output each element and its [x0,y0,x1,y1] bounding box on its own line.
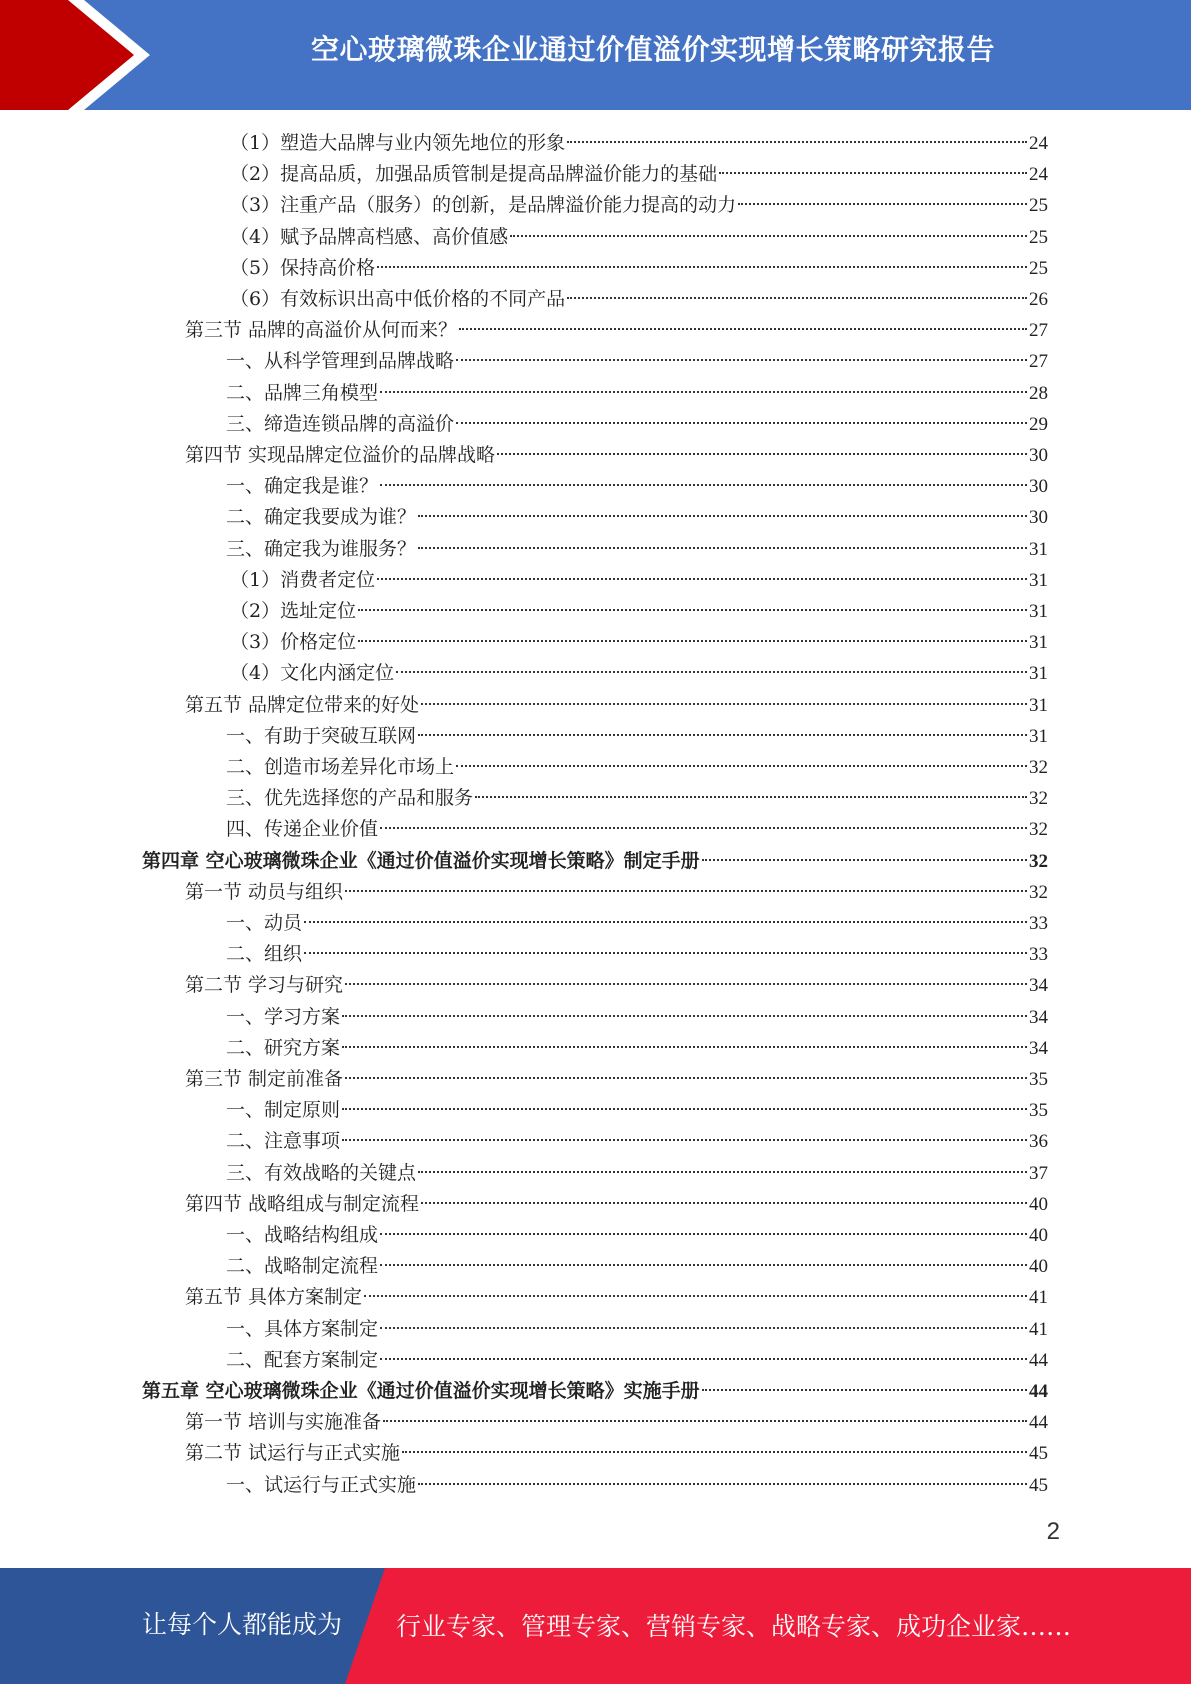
toc-entry[interactable] [226,1470,1048,1501]
toc-entry-title: 第一节 动员与组织 [185,880,344,903]
toc-entry-title: 第四章 空心玻璃微珠企业《通过价值溢价实现增长策略》制定手册 [142,849,700,872]
toc-entry-title: 一、有助于突破互联网 [226,724,417,747]
toc-dot-leader [456,764,1027,767]
toc-entry-title: 三、确定我为谁服务？ [226,537,417,560]
toc-dot-leader [702,858,1027,861]
toc-entry-page: 41 [1029,1318,1048,1340]
toc-entry[interactable] [185,690,1048,721]
toc-entry[interactable] [226,1033,1048,1064]
toc-entry-page: 30 [1029,476,1048,498]
page-footer [0,1568,1191,1684]
toc-entry[interactable] [226,1158,1048,1189]
toc-entry-title: 一、从科学管理到品牌战略 [226,350,455,373]
toc-entry-page: 35 [1029,1100,1048,1122]
toc-entry-title: 四、传递企业价值 [226,818,379,841]
toc-entry[interactable] [226,1095,1048,1126]
toc-entry[interactable] [185,877,1048,908]
toc-entry-title: 三、优先选择您的产品和服务 [226,787,474,810]
toc-entry-title: 一、具体方案制定 [226,1317,379,1340]
toc-entry-page: 25 [1029,195,1048,217]
toc-entry-title: 第四节 战略组成与制定流程 [185,1192,420,1215]
toc-entry-page: 31 [1029,663,1048,685]
toc-entry-page: 35 [1029,1069,1048,1090]
toc-entry[interactable] [230,128,1048,159]
toc-entry[interactable] [226,346,1048,377]
toc-dot-leader [456,421,1027,424]
toc-dot-leader [497,452,1027,455]
toc-entry-title: （2）提高品质，加强品质管制是提高品牌溢价能力的基础 [230,163,718,186]
toc-entry-page: 45 [1029,1474,1048,1496]
toc-entry[interactable] [226,409,1048,440]
toc-entry[interactable] [185,1064,1048,1095]
toc-dot-leader [456,358,1027,361]
toc-entry-title: 第一节 培训与实施准备 [185,1411,382,1434]
toc-entry-title: （1）塑造大品牌与业内领先地位的形象 [230,132,566,154]
toc-entry-title: 第五章 空心玻璃微珠企业《通过价值溢价实现增长策略》实施手册 [142,1380,700,1402]
toc-dot-leader [418,733,1027,736]
toc-dot-leader [380,826,1027,829]
toc-entry[interactable] [226,939,1048,970]
toc-entry-title: （2）选址定位 [230,600,357,622]
toc-entry[interactable] [230,222,1048,253]
toc-dot-leader [567,140,1027,143]
toc-dot-leader [364,1294,1027,1297]
toc-dot-leader [396,670,1027,673]
toc-dot-leader [418,1170,1027,1173]
toc-dot-leader [345,982,1027,985]
page-header [0,0,1191,110]
toc-entry[interactable] [226,502,1048,533]
footer-slogan-left: 让每个人都能成为 [142,1610,343,1639]
toc-entry[interactable] [226,534,1048,565]
toc-entry-page: 32 [1029,819,1048,841]
toc-entry-title: 第二节 试运行与正式实施 [185,1442,401,1465]
toc-dot-leader [380,483,1027,486]
toc-dot-leader [459,327,1027,330]
toc-dot-leader [418,514,1027,517]
toc-entry-page: 36 [1029,1131,1048,1153]
toc-entry[interactable] [230,658,1048,689]
toc-dot-leader [358,608,1027,611]
toc-entry-page: 34 [1029,1006,1048,1028]
toc-entry-title: 一、动员 [226,912,303,934]
toc-dot-leader [380,1232,1027,1235]
toc-entry-page: 24 [1029,164,1048,186]
toc-entry-page: 40 [1029,1193,1048,1215]
toc-entry-page: 45 [1029,1443,1048,1465]
toc-entry[interactable] [185,1282,1048,1313]
toc-chapter-entry[interactable] [142,846,1048,877]
toc-entry[interactable] [230,159,1048,190]
toc-entry-title: （6）有效标识出高中低价格的不同产品 [230,288,566,310]
toc-dot-leader [380,390,1027,393]
toc-chapter-entry[interactable] [142,1376,1048,1407]
toc-dot-leader [421,1201,1027,1204]
toc-dot-leader [383,1419,1027,1422]
toc-dot-leader [377,577,1027,580]
toc-entry[interactable] [226,378,1048,409]
toc-entry[interactable] [230,253,1048,284]
toc-entry-page: 40 [1029,1256,1048,1278]
toc-entry-page: 30 [1029,507,1048,529]
toc-dot-leader [418,546,1027,549]
toc-entry-title: （4）文化内涵定位 [230,662,395,685]
toc-dot-leader [510,234,1027,237]
toc-entry-title: 二、品牌三角模型 [226,381,379,404]
toc-entry[interactable] [185,1438,1048,1469]
toc-entry-page: 27 [1029,351,1048,373]
toc-entry-title: 一、制定原则 [226,1099,341,1122]
toc-dot-leader [358,639,1027,642]
toc-entry[interactable] [226,1126,1048,1157]
toc-entry-page: 25 [1029,226,1048,248]
toc-dot-leader [567,296,1027,299]
toc-dot-leader [304,920,1027,923]
toc-dot-leader [342,1138,1027,1141]
toc-entry-title: 二、创造市场差异化市场上 [226,756,455,778]
toc-entry[interactable] [226,1220,1048,1251]
toc-dot-leader [342,1014,1027,1017]
toc-entry-page: 31 [1029,569,1048,591]
toc-entry-title: 第五节 品牌定位带来的好处 [185,693,420,716]
toc-entry-page: 31 [1029,632,1048,654]
toc-entry-page: 33 [1029,913,1048,934]
toc-dot-leader [702,1388,1027,1391]
toc-dot-leader [342,1107,1027,1110]
toc-entry-title: （1）消费者定位 [230,568,376,591]
toc-entry[interactable] [226,1314,1048,1345]
toc-entry-title: 二、配套方案制定 [226,1348,379,1371]
toc-entry-page: 28 [1029,382,1048,404]
toc-dot-leader [380,1326,1027,1329]
toc-dot-leader [738,202,1027,205]
toc-entry-page: 32 [1029,757,1048,778]
toc-dot-leader [304,951,1027,954]
page-number: 2 [1046,1518,1060,1545]
toc-entry-title: 第四节 实现品牌定位溢价的品牌战略 [185,444,496,466]
toc-entry-page: 31 [1029,694,1048,716]
toc-entry-page: 26 [1029,289,1048,310]
toc-entry-title: 第三节 品牌的高溢价从何而来？ [185,319,458,342]
toc-entry[interactable] [226,471,1048,502]
toc-entry-title: 二、研究方案 [226,1036,341,1059]
toc-entry-page: 25 [1029,257,1048,279]
toc-entry-title: 二、组织 [226,943,303,966]
toc-dot-leader [380,1357,1027,1360]
toc-entry-page: 44 [1029,1349,1048,1371]
toc-entry-page: 31 [1029,538,1048,560]
toc-dot-leader [380,1263,1027,1266]
toc-dot-leader [475,795,1027,798]
toc-entry-page: 27 [1029,320,1048,342]
toc-entry-page: 37 [1029,1162,1048,1184]
toc-dot-leader [345,1076,1027,1079]
toc-entry-page: 32 [1029,881,1048,903]
toc-entry-title: 一、战略结构组成 [226,1224,379,1246]
toc-entry-title: 一、确定我是谁？ [226,475,379,498]
toc-entry[interactable] [226,814,1048,845]
toc-entry-page: 30 [1029,445,1048,466]
footer-slogan-right: 行业专家、管理专家、营销专家、战略专家、成功企业家…… [396,1612,1072,1641]
toc-dot-leader [377,265,1027,268]
toc-entry[interactable] [230,190,1048,221]
toc-entry-page: 32 [1029,788,1048,810]
toc-entry-title: 三、缔造连锁品牌的高溢价 [226,412,455,435]
toc-dot-leader [421,702,1027,705]
toc-entry-page: 29 [1029,413,1048,435]
header-red-arrow [0,0,140,110]
toc-dot-leader [719,171,1027,174]
toc-dot-leader [345,889,1027,892]
toc-entry-title: （3）价格定位 [230,631,357,654]
toc-entry-page: 44 [1029,1381,1048,1402]
toc-entry-page: 31 [1029,725,1048,747]
toc-entry[interactable] [185,440,1048,471]
toc-entry[interactable] [230,284,1048,315]
toc-entry-title: （4）赋予品牌高档感、高价值感 [230,225,509,248]
toc-entry-page: 24 [1029,133,1048,154]
toc-entry[interactable] [226,908,1048,939]
toc-entry[interactable] [226,1251,1048,1282]
toc-entry-title: 一、学习方案 [226,1005,341,1028]
toc-entry-page: 44 [1029,1412,1048,1434]
toc-entry[interactable] [230,565,1048,596]
toc-dot-leader [402,1450,1027,1453]
toc-entry[interactable] [226,721,1048,752]
toc-entry[interactable] [226,752,1048,783]
toc-entry[interactable] [230,627,1048,658]
report-title: 空心玻璃微珠企业通过价值溢价实现增长策略研究报告 [310,33,995,66]
toc-entry-title: 二、战略制定流程 [226,1255,379,1278]
toc-entry[interactable] [185,970,1048,1001]
toc-entry-page: 34 [1029,975,1048,997]
toc-entry[interactable] [226,783,1048,814]
toc-dot-leader [342,1045,1027,1048]
toc-entry-title: 二、注意事项 [226,1130,341,1153]
toc-entry[interactable] [185,1189,1048,1220]
toc-entry-page: 41 [1029,1287,1048,1309]
toc-entry-page: 40 [1029,1225,1048,1246]
toc-entry-title: 三、有效战略的关键点 [226,1161,417,1184]
toc-entry[interactable] [226,1002,1048,1033]
toc-entry[interactable] [185,1407,1048,1438]
toc-entry-page: 33 [1029,944,1048,966]
toc-entry-title: 第三节 制定前准备 [185,1068,344,1090]
toc-entry[interactable] [230,596,1048,627]
toc-entry-page: 34 [1029,1037,1048,1059]
toc-entry-page: 32 [1029,850,1048,872]
toc-dot-leader [418,1482,1027,1485]
toc-entry-title: 二、确定我要成为谁？ [226,506,417,529]
toc-entry-title: （3）注重产品（服务）的创新，是品牌溢价能力提高的动力 [230,194,737,217]
toc-entry-page: 31 [1029,601,1048,622]
toc-entry-title: 一、试运行与正式实施 [226,1473,417,1496]
toc-entry[interactable] [226,1345,1048,1376]
toc-entry-title: 第五节 具体方案制定 [185,1286,363,1309]
toc-entry[interactable] [185,315,1048,346]
toc-entry-title: 第二节 学习与研究 [185,974,344,997]
toc-entry-title: （5）保持高价格 [230,256,376,279]
